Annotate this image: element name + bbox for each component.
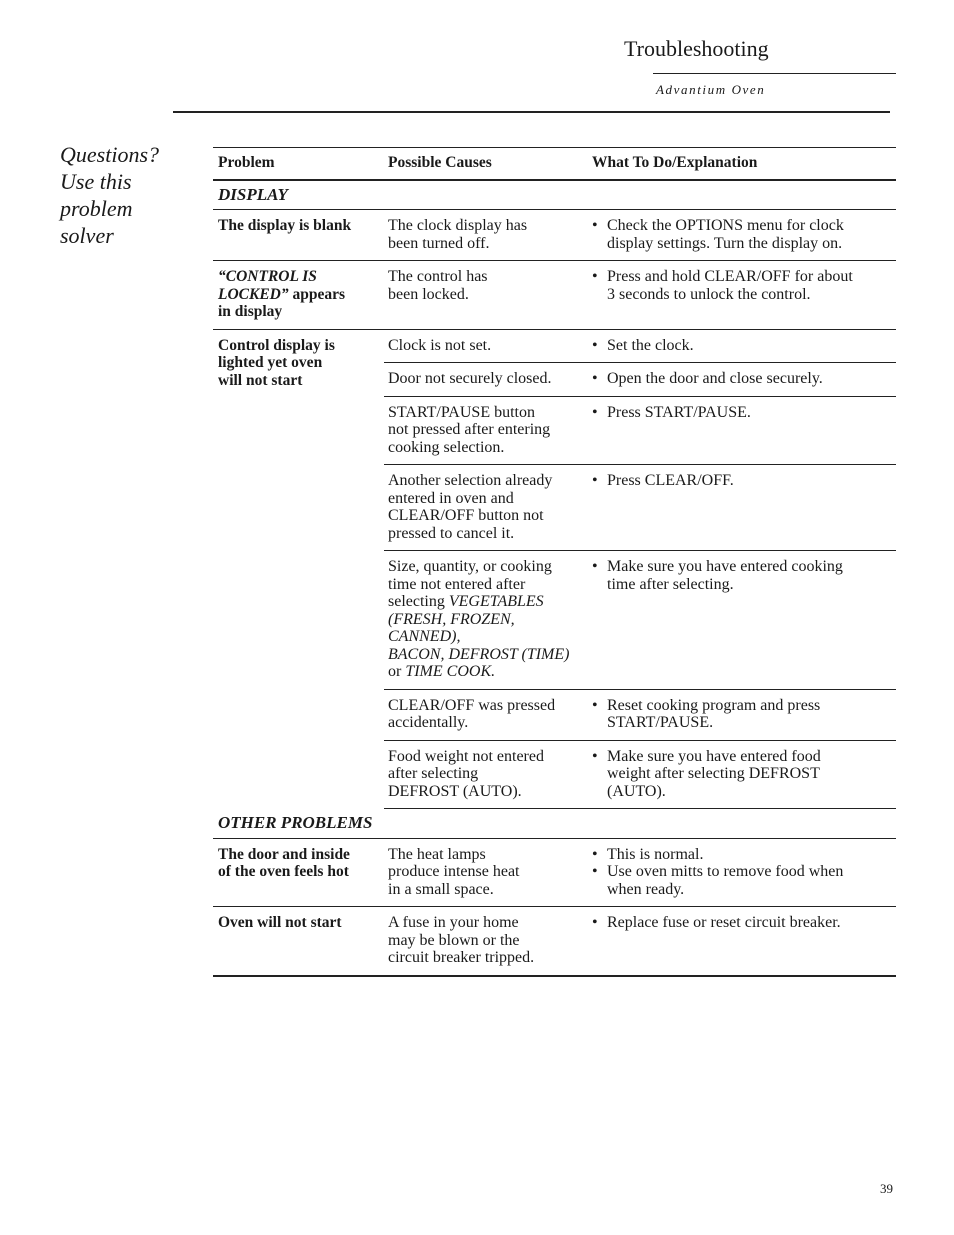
problem-line: Oven will not start — [218, 914, 342, 931]
fix-line: time after selecting. — [607, 575, 734, 593]
problem-line: The display is blank — [218, 217, 352, 234]
fix-cell — [589, 329, 896, 363]
fix-line: weight after selecting DEFROST — [607, 765, 820, 782]
fix-text — [607, 472, 734, 490]
cause-line: CLEAR/OFF button not — [388, 507, 544, 524]
fix-cell — [589, 838, 896, 907]
bullet-icon: • — [592, 472, 598, 489]
sidebar-line: problem — [60, 196, 133, 221]
fix-line: Make sure you have entered cooking — [607, 558, 843, 575]
fix-bullet — [592, 914, 896, 932]
problem-line: will not start — [218, 371, 303, 389]
cause-cell — [384, 363, 589, 397]
problem-line: of the oven feels hot — [218, 863, 349, 880]
header-rule-short — [653, 73, 896, 74]
problem-cell — [213, 838, 384, 907]
fix-line: Check the OPTIONS menu for clock — [607, 217, 844, 234]
fix-bullet — [592, 268, 896, 303]
fix-cell — [589, 740, 896, 809]
troubleshooting-table — [213, 147, 896, 977]
fix-line: Press START/PAUSE. — [607, 403, 751, 421]
fix-cell — [589, 396, 896, 465]
sidebar-line: solver — [60, 223, 114, 248]
section-label: DISPLAY — [213, 180, 896, 210]
sidebar-heading — [60, 141, 159, 249]
fix-line: display settings. Turn the display on. — [607, 234, 843, 252]
section-row — [213, 809, 896, 839]
sidebar-line: Questions? — [60, 142, 159, 167]
fix-bullet — [592, 697, 896, 732]
fix-line: START/PAUSE. — [607, 714, 714, 731]
fix-text — [607, 268, 853, 303]
fix-line: Open the door and close securely. — [607, 370, 823, 387]
fix-text — [607, 748, 821, 801]
fix-line: Set the clock. — [607, 336, 694, 354]
problem-line: “CONTROL IS — [218, 268, 317, 285]
bullet-icon: • — [592, 747, 598, 765]
fix-text — [607, 337, 694, 355]
cause-cell — [384, 689, 589, 740]
cause-cell — [384, 740, 589, 809]
cause-cell — [384, 551, 589, 690]
fix-line: This is normal. — [607, 845, 704, 863]
cause-cell — [384, 261, 589, 330]
problem-cell — [213, 210, 384, 261]
cause-line: circuit breaker tripped. — [388, 949, 535, 966]
cause-line: DEFROST (AUTO). — [388, 782, 522, 800]
cause-line: Food weight not entered — [388, 747, 544, 765]
cause-line: (FRESH, FROZEN, CANNED), — [388, 610, 515, 645]
cause-line: START/PAUSE button — [388, 403, 535, 421]
fix-bullet — [592, 558, 896, 593]
cause-cell — [384, 907, 589, 976]
fix-cell — [589, 261, 896, 330]
header-rule-long — [173, 111, 890, 113]
cause-line: produce intense heat — [388, 863, 520, 880]
cause-line: cooking selection. — [388, 438, 505, 456]
fix-cell — [589, 551, 896, 690]
page-subtitle: Advantium Oven — [656, 82, 766, 97]
cause-line: time not entered after — [388, 575, 526, 593]
cause-cell — [384, 396, 589, 465]
fix-bullet — [592, 404, 896, 422]
fix-line: Reset cooking program and press — [607, 696, 821, 714]
cause-line: BACON, DEFROST (TIME) — [388, 645, 570, 663]
bullet-icon: • — [592, 845, 598, 863]
cause-cell — [384, 838, 589, 907]
fix-text — [607, 914, 841, 932]
cause-line: A fuse in your home — [388, 914, 519, 931]
fix-line: (AUTO). — [607, 782, 666, 800]
fix-cell — [589, 689, 896, 740]
fix-bullet — [592, 337, 896, 355]
bullet-icon: • — [592, 696, 598, 714]
cause-line: entered in oven and — [388, 489, 514, 507]
cause-line: CLEAR/OFF was pressed — [388, 696, 556, 714]
fix-text — [607, 863, 843, 898]
fix-cell — [589, 907, 896, 976]
fix-text — [607, 558, 843, 593]
cause-line: Another selection already — [388, 472, 553, 489]
problem-cell — [213, 329, 384, 809]
cause-line: in a small space. — [388, 880, 494, 898]
section-row — [213, 180, 896, 210]
cause-line: Size, quantity, or cooking — [388, 558, 552, 575]
fix-bullet — [592, 472, 896, 490]
cause-cell — [384, 465, 589, 551]
problem-line: LOCKED” appears — [218, 285, 346, 303]
bullet-icon: • — [592, 863, 598, 880]
cause-line: The clock display has — [388, 217, 528, 234]
cause-line: selecting VEGETABLES — [388, 593, 544, 610]
cause-line: Door not securely closed. — [388, 370, 552, 387]
problem-line: Control display is — [218, 336, 335, 354]
column-header-problem: Problem — [213, 148, 384, 180]
cause-line: The control has — [388, 268, 488, 285]
problem-line: The door and inside — [218, 845, 350, 863]
cause-line: accidentally. — [388, 714, 469, 731]
fix-cell — [589, 210, 896, 261]
bullet-icon: • — [592, 403, 598, 421]
column-header-fix: What To Do/Explanation — [589, 148, 896, 180]
problem-line: lighted yet oven — [218, 354, 323, 371]
section-label: OTHER PROBLEMS — [213, 809, 896, 839]
cause-line: The heat lamps — [388, 845, 486, 863]
fix-line: Replace fuse or reset circuit breaker. — [607, 914, 841, 931]
fix-bullet — [592, 217, 896, 252]
fix-text — [607, 697, 820, 732]
fix-text — [607, 370, 823, 388]
fix-text — [607, 217, 844, 252]
table-header-row — [213, 148, 896, 180]
fix-line: Make sure you have entered food — [607, 747, 821, 765]
problem-cell — [213, 907, 384, 976]
table-row — [213, 838, 896, 907]
bullet-icon: • — [592, 914, 598, 931]
table-row — [213, 907, 896, 976]
bullet-icon: • — [592, 268, 598, 285]
fix-bullet — [592, 370, 896, 388]
cause-line: been turned off. — [388, 234, 490, 252]
cause-line: may be blown or the — [388, 931, 520, 949]
cause-line: after selecting — [388, 765, 479, 782]
cause-cell — [384, 210, 589, 261]
bullet-icon: • — [592, 558, 598, 575]
cause-line: not pressed after entering — [388, 421, 551, 438]
fix-bullet — [592, 846, 896, 864]
table-row — [213, 261, 896, 330]
problem-cell — [213, 261, 384, 330]
sidebar-line: Use this — [60, 169, 132, 194]
cause-line: Clock is not set. — [388, 336, 492, 354]
column-header-causes: Possible Causes — [384, 148, 589, 180]
bullet-icon: • — [592, 336, 598, 354]
page-title: Troubleshooting — [624, 36, 769, 61]
table-row — [213, 329, 896, 363]
cause-cell — [384, 329, 589, 363]
cause-line: been locked. — [388, 285, 469, 303]
bullet-icon: • — [592, 370, 598, 387]
fix-bullet — [592, 863, 896, 898]
fix-text — [607, 846, 703, 864]
fix-cell — [589, 465, 896, 551]
page-number: 39 — [880, 1181, 893, 1196]
fix-text — [607, 404, 751, 422]
fix-line: Press and hold CLEAR/OFF for about — [607, 268, 853, 285]
fix-line: Use oven mitts to remove food when — [607, 863, 844, 880]
fix-cell — [589, 363, 896, 397]
fix-bullet — [592, 748, 896, 801]
fix-line: 3 seconds to unlock the control. — [607, 285, 811, 303]
table-row — [213, 210, 896, 261]
cause-line: or TIME COOK. — [388, 663, 496, 680]
fix-line: Press CLEAR/OFF. — [607, 472, 734, 489]
cause-line: pressed to cancel it. — [388, 524, 515, 542]
bullet-icon: • — [592, 217, 598, 234]
problem-line: in display — [218, 303, 283, 320]
fix-line: when ready. — [607, 880, 685, 898]
